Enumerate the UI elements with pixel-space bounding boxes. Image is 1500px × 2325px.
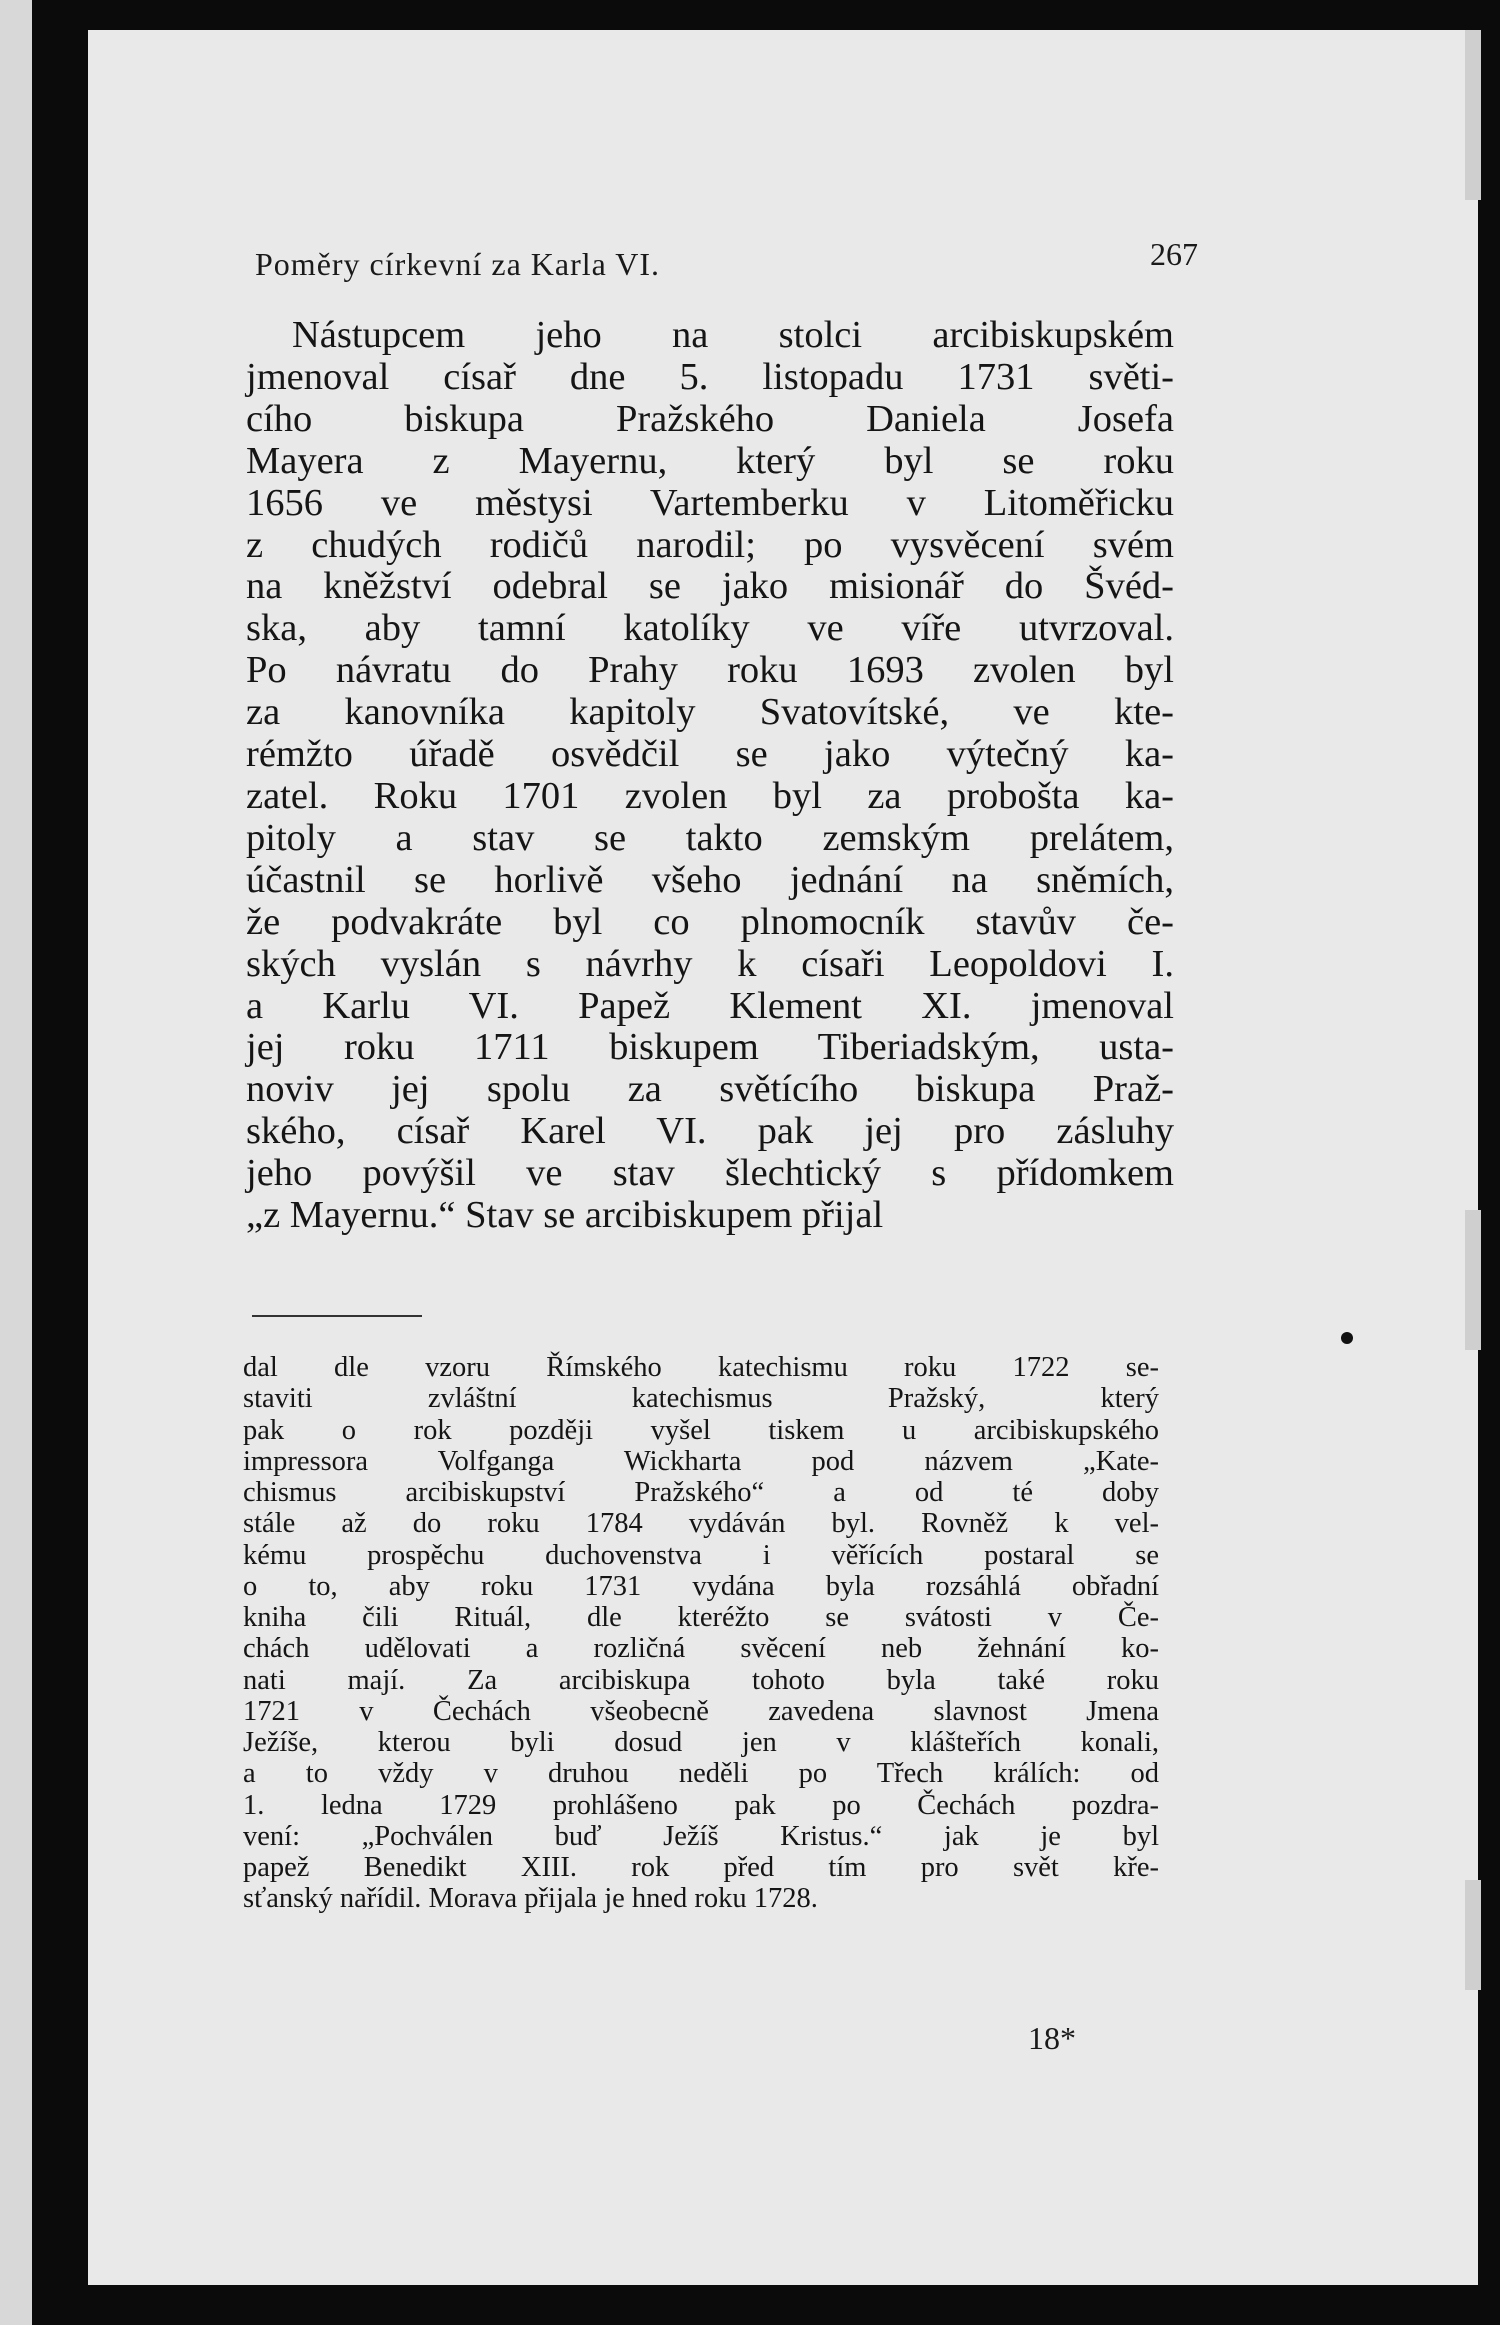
text-line: a Karlu VI. Papež Klement XI. jmenoval <box>246 984 1174 1027</box>
left-page-edge <box>0 0 32 2325</box>
footnote-line: staviti zvláštní katechismus Pražský, který <box>243 1383 1159 1415</box>
footnote-line: kému prospěchu duchovenstva i věřících postaral se <box>243 1539 1159 1571</box>
text-line: účastnil se horlivě všeho jednání na sněmích, <box>246 858 1174 901</box>
text-line: Mayera z Mayernu, který byl se roku <box>246 439 1174 482</box>
main-text-block <box>246 315 1174 1237</box>
text-line: pitoly a stav se takto zemským prelátem, <box>246 816 1174 859</box>
text-line: ského, císař Karel VI. pak jej pro zásluhy <box>246 1110 1174 1153</box>
footnote-line: chách udělovati a rozličná svěcení neb žehnání ko- <box>243 1633 1159 1665</box>
footnote-line: papež Benedikt XIII. rok před tím pro svět kře- <box>243 1852 1159 1883</box>
text-line: rémžto úřadě osvědčil se jako výtečný ka- <box>246 733 1174 776</box>
text-line: že podvakráte byl co plnomocník stavův če- <box>246 900 1174 943</box>
text-line: jmenoval císař dne 5. listopadu 1731 světi- <box>246 355 1174 398</box>
footnote-line: 1. ledna 1729 prohlášeno pak po Čechách pozdra- <box>243 1789 1159 1821</box>
text-line: cího biskupa Pražského Daniela Josefa <box>246 397 1174 440</box>
text-line: za kanovníka kapitoly Svatovítské, ve kte- <box>246 691 1174 734</box>
ink-dot <box>1341 1332 1353 1344</box>
footnote-line: vení: „Pochválen buď Ježíš Kristus.“ jak je byl <box>243 1820 1159 1852</box>
page-number: 267 <box>1150 236 1198 272</box>
footnote-line: impressora Volfganga Wickharta pod názvem „Kate- <box>243 1445 1159 1477</box>
text-line: jeho povýšil ve stav šlechtický s přídomkem <box>246 1152 1174 1195</box>
footnote-line: nati mají. Za arcibiskupa tohoto byla také roku <box>243 1664 1159 1696</box>
footnote-line: dal dle vzoru Římského katechismu roku 1722 se- <box>243 1352 1159 1383</box>
footnote-line: o to, aby roku 1731 vydána byla rozsáhlá obřadní <box>243 1570 1159 1602</box>
text-line: Nástupcem jeho na stolci arcibiskupském <box>292 314 1174 356</box>
text-line: Po návratu do Prahy roku 1693 zvolen byl <box>246 649 1174 692</box>
page-edge-mark <box>1465 30 1481 200</box>
text-line: z chudých rodičů narodil; po vysvěcení svém <box>246 523 1174 566</box>
text-line: ska, aby tamní katolíky ve víře utvrzoval. <box>246 607 1174 650</box>
running-title: Poměry církevní za Karla VI. <box>255 246 661 282</box>
footnote-line: chismus arcibiskupství Pražského“ a od té doby <box>243 1477 1159 1508</box>
footnote-line: kniha čili Rituál, dle kteréžto se svátosti v Če- <box>243 1602 1159 1633</box>
text-line: 1656 ve městysi Vartemberku v Litoměřicku <box>246 481 1174 524</box>
signature-mark: 18* <box>1028 2020 1076 2056</box>
page-edge-mark <box>1465 1210 1481 1350</box>
footnote-block <box>243 1352 1159 1915</box>
text-line: „z Mayernu.“ Stav se arcibiskupem přijal <box>246 1194 884 1237</box>
footnote-separator <box>252 1315 422 1317</box>
footnote-line: a to vždy v druhou neděli po Třech králích: od <box>243 1758 1159 1790</box>
text-line: jej roku 1711 biskupem Tiberiadským, usta- <box>246 1026 1174 1069</box>
footnote-line: sťanský nařídil. Morava přijala je hned roku 1728. <box>243 1883 818 1915</box>
text-line: na kněžství odebral se jako misionář do Švéd- <box>246 565 1174 608</box>
footnote-line: pak o rok později vyšel tiskem u arcibiskupského <box>243 1414 1159 1446</box>
text-line: noviv jej spolu za světícího biskupa Praž- <box>246 1068 1174 1111</box>
footnote-line: stále až do roku 1784 vydáván byl. Rovněž k vel- <box>243 1508 1159 1540</box>
footnote-line: 1721 v Čechách všeobecně zavedena slavnost Jmena <box>243 1695 1159 1727</box>
footnote-line: Ježíše, kterou byli dosud jen v klášteřích konali, <box>243 1727 1159 1758</box>
text-line: zatel. Roku 1701 zvolen byl za probošta ka- <box>246 774 1174 817</box>
text-line: ských vyslán s návrhy k císaři Leopoldovi I. <box>246 942 1174 985</box>
page-edge-mark <box>1465 1880 1481 1990</box>
